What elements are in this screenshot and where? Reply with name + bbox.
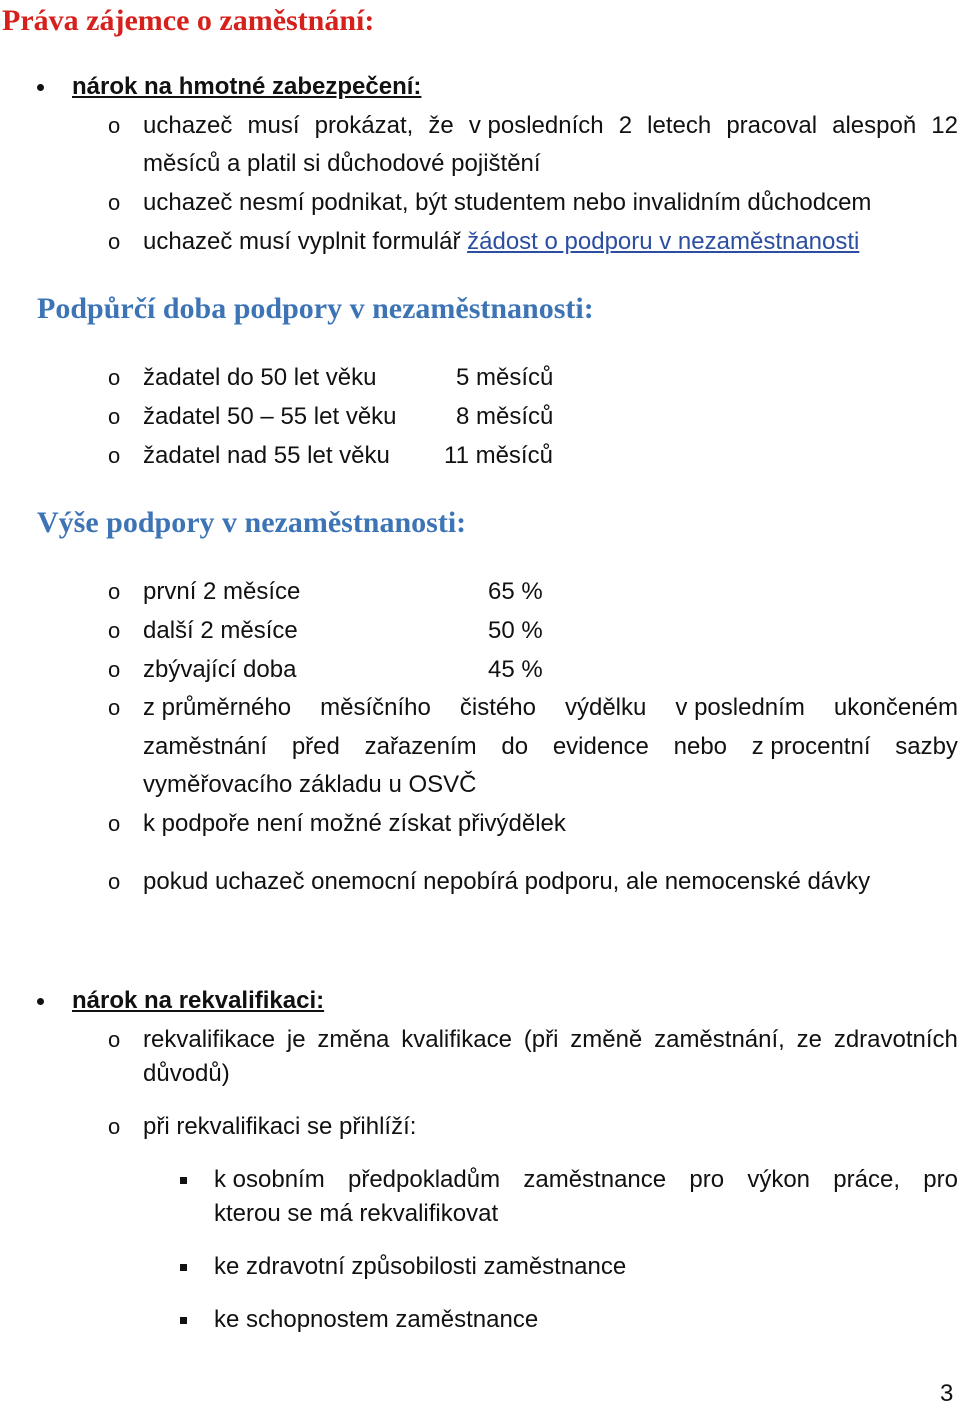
- duration-value: 5 měsíců: [456, 364, 554, 391]
- retraining-sub-3: ke schopnostem zaměstnance: [214, 1306, 539, 1333]
- claim-support-heading: nárok na hmotné zabezpečení:: [72, 73, 422, 100]
- retraining-item-1-line-1: rekvalifikace je změna kvalifikace (při změně zaměstnání, ze zdravotních: [143, 1026, 958, 1053]
- list-marker: o: [108, 695, 121, 720]
- application-form-link[interactable]: žádost o podporu v nezaměstnanosti: [467, 228, 860, 255]
- list-marker: o: [108, 229, 121, 254]
- amount-value: 45 %: [488, 656, 543, 683]
- amount-note-line-1: z průměrného měsíčního čistého výdělku v posledním ukončeném: [143, 694, 958, 721]
- duration-label: žadatel do 50 let věku: [143, 364, 377, 391]
- duration-label: žadatel 50 – 55 let věku: [143, 403, 397, 430]
- amount-value: 65 %: [488, 578, 543, 605]
- page-number: 3: [940, 1380, 954, 1407]
- claim-item-3: uchazeč musí vyplnit formulář žádost o podporu v nezaměstnanosti: [143, 228, 860, 255]
- duration-value: 8 měsíců: [456, 403, 554, 430]
- list-marker: o: [108, 404, 121, 429]
- list-marker: o: [108, 579, 121, 604]
- duration-label: žadatel nad 55 let věku: [143, 442, 390, 469]
- bullet-dot: [37, 84, 44, 91]
- amount-extra-1: k podpoře není možné získat přivýdělek: [143, 810, 566, 837]
- page-title: Práva zájemce o zaměstnání:: [2, 4, 375, 37]
- list-marker: o: [108, 1114, 121, 1139]
- claim-item-1-line-2: měsíců a platil si důchodové pojištění: [143, 150, 541, 177]
- support-duration-heading: Podpůrčí doba podpory v nezaměstnanosti:: [37, 292, 594, 325]
- amount-label: další 2 měsíce: [143, 617, 298, 644]
- retraining-sub-1-line-1: k osobním předpokladům zaměstnance pro výkon práce, pro: [214, 1166, 958, 1193]
- amount-value: 50 %: [488, 617, 543, 644]
- retraining-item-2: při rekvalifikaci se přihlíží:: [143, 1113, 417, 1140]
- support-amount-heading: Výše podpory v nezaměstnanosti:: [37, 506, 467, 539]
- duration-value: 11 měsíců: [444, 442, 553, 469]
- amount-label: zbývající doba: [143, 656, 297, 683]
- list-marker: o: [108, 811, 121, 836]
- list-marker: o: [108, 190, 121, 215]
- amount-note-line-2: zaměstnání před zařazením do evidence nebo z procentní sazby: [143, 733, 958, 760]
- list-marker: o: [108, 443, 121, 468]
- square-bullet: [180, 1317, 187, 1324]
- retraining-sub-1-line-2: kterou se má rekvalifikovat: [214, 1200, 499, 1227]
- amount-extra-2: pokud uchazeč onemocní nepobírá podporu, ale nemocenské dávky: [143, 868, 871, 895]
- list-marker: o: [108, 113, 121, 138]
- list-marker: o: [108, 657, 121, 682]
- retraining-heading: nárok na rekvalifikaci:: [72, 987, 325, 1014]
- retraining-sub-2: ke zdravotní způsobilosti zaměstnance: [214, 1253, 627, 1280]
- list-marker: o: [108, 1027, 121, 1052]
- square-bullet: [180, 1264, 187, 1271]
- claim-item-2: uchazeč nesmí podnikat, být studentem nebo invalidním důchodcem: [143, 189, 872, 216]
- bullet-dot: [37, 998, 44, 1005]
- claim-item-1-line-1: uchazeč musí prokázat, že v posledních 2 letech pracoval alespoň 12: [143, 112, 958, 139]
- list-marker: o: [108, 869, 121, 894]
- list-marker: o: [108, 365, 121, 390]
- retraining-item-1-line-2: důvodů): [143, 1060, 230, 1087]
- amount-note-line-3: vyměřovacího základu u OSVČ: [143, 771, 477, 798]
- list-marker: o: [108, 618, 121, 643]
- square-bullet: [180, 1177, 187, 1184]
- amount-label: první 2 měsíce: [143, 578, 301, 605]
